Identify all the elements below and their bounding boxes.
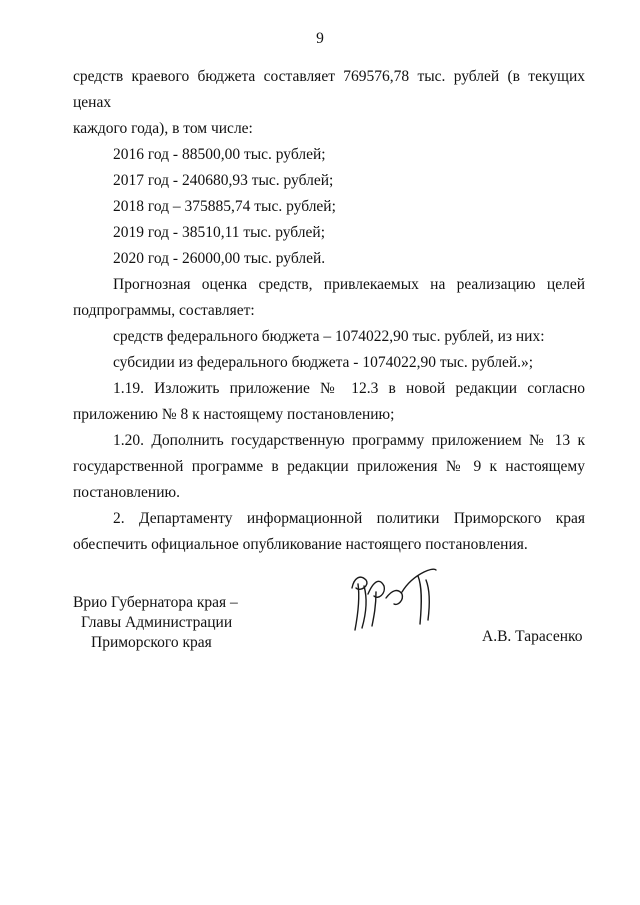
signatory-title (73, 593, 238, 653)
signatory-title-line: Врио Губернатора края – (73, 594, 238, 611)
handwritten-signature (338, 558, 450, 636)
item-2: обеспечить официальное опубликование настоящего постановления. (73, 536, 528, 553)
forecast-text: подпрограммы, составляет: (73, 302, 255, 319)
paragraph-text: каждого года), в том числе: (73, 120, 253, 137)
signatory-title-line: Приморского края (91, 634, 212, 651)
item-1-19: 1.19. Изложить приложение № 12.3 в новой редакции согласно (113, 380, 585, 397)
paragraph-text: средств краевого бюджета составляет 769576,78 тыс. рублей (в текущих ценах (73, 68, 585, 111)
year-line-2020: 2020 год - 26000,00 тыс. рублей. (113, 250, 326, 267)
item-1-20: государственной программе в редакции приложения № 9 к настоящему (73, 458, 585, 475)
item-1-19: приложению № 8 к настоящему постановлению; (73, 406, 395, 423)
federal-funds-line: средств федерального бюджета – 1074022,90 тыс. рублей, из них: (113, 328, 545, 345)
page-number: 9 (316, 30, 324, 47)
year-line-2019: 2019 год - 38510,11 тыс. рублей; (113, 224, 325, 241)
year-line-2018: 2018 год – 375885,74 тыс. рублей; (113, 198, 336, 215)
forecast-text: Прогнозная оценка средств, привлекаемых на реализацию целей (113, 276, 585, 293)
document-body (73, 64, 585, 558)
subsidies-line: субсидии из федерального бюджета - 1074022,90 тыс. рублей.»; (113, 354, 534, 371)
signatory-name: А.В. Тарасенко (482, 628, 583, 645)
signatory-title-line: Главы Администрации (81, 614, 233, 631)
item-1-20: постановлению. (73, 484, 180, 501)
item-2: 2. Департаменту информационной политики Приморского края (113, 510, 585, 527)
year-line-2017: 2017 год - 240680,93 тыс. рублей; (113, 172, 334, 189)
item-1-20: 1.20. Дополнить государственную программу приложением № 13 к (113, 432, 585, 449)
year-line-2016: 2016 год - 88500,00 тыс. рублей; (113, 146, 326, 163)
